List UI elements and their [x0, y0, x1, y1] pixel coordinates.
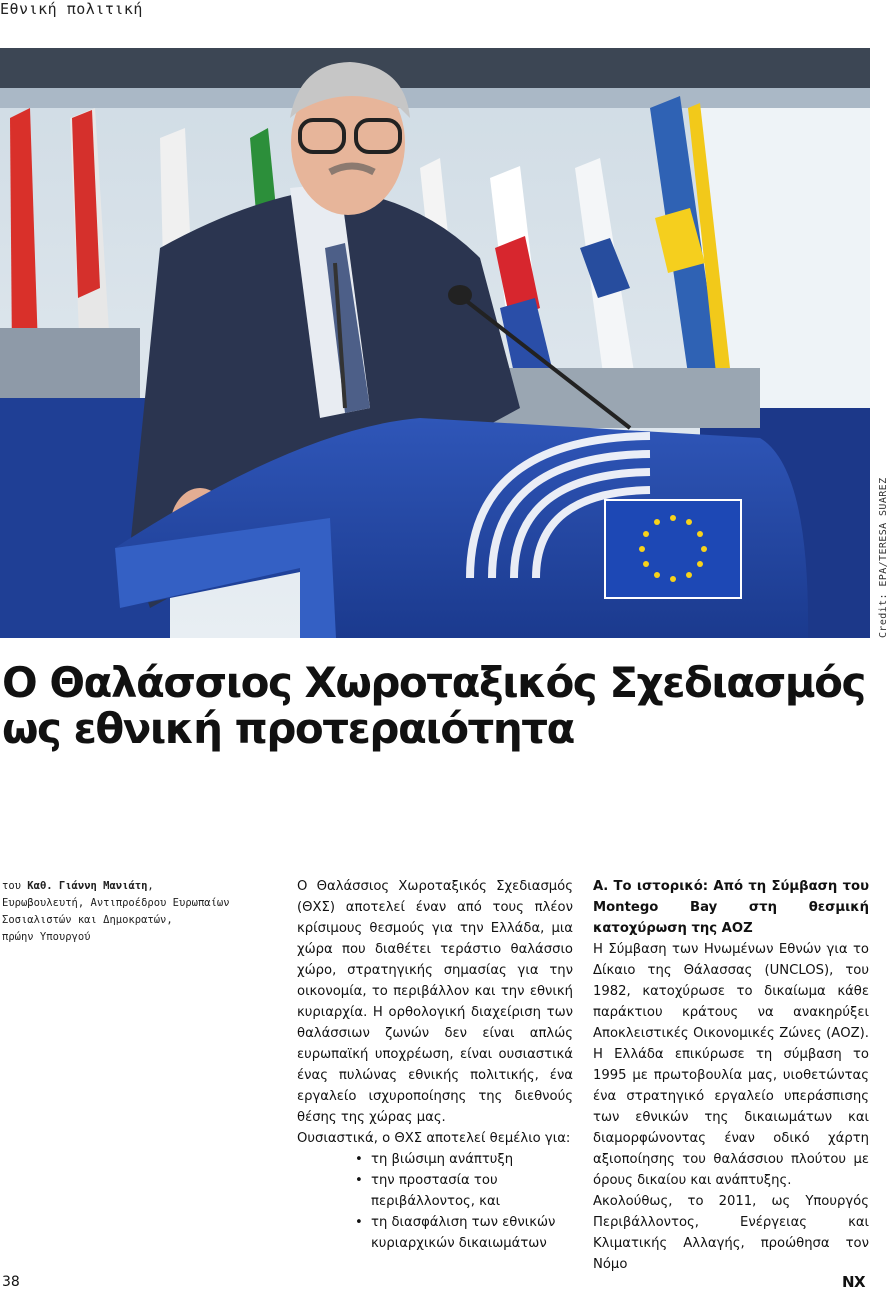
body-paragraph: Ουσιαστικά, ο ΘΧΣ αποτελεί θεμέλιο για:	[297, 1131, 571, 1146]
photo-credit: Credit: EPA/TERESA SUAREZ	[878, 477, 889, 638]
byline-role-3: πρώην Υπουργού	[2, 931, 91, 943]
body-paragraph: Ο Θαλάσσιος Χωροταξικός Σχεδιασμός (ΘΧΣ) αποτελεί έναν από τους πλέον κρίσιμους θεσμούς για την Ελλάδα, μια χώρα που διαθέτει τεράστιο θαλάσσιο χώρο, στρατηγικής σημασίας για την οικονομία, το περιβάλλον και την εθνική κυριαρχία. Η ορθολογική διαχείριση των θαλάσσιων ζωνών δεν είναι απλώς ευρωπαϊκή υποχρέωση, είναι ουσιαστικά ένας πυλώνας εθνικής πολιτικής, ένα εργαλείο ισχυροποίησης της διεθνούς θέσης της χώρας μας.	[297, 879, 573, 1125]
byline-author-line: του Καθ. Γιάννη Μανιάτη,	[2, 880, 154, 892]
list-item: • τη διασφάλιση των εθνικών κυριαρχικών δικαιωμάτων	[355, 1212, 573, 1254]
body-paragraph: Η Σύμβαση των Ηνωμένων Εθνών για το Δίκαιο της Θάλασσας (UNCLOS), του 1982, κατοχύρωσε το δικαίωμα κάθε παράκτιου κράτους να ανακηρύξει Αποκλειστικές Οικονομικές Ζώνες (ΑΟΖ). Η Ελλάδα επικύρωσε τη σύμβαση το 1995 με πρωτοβουλία μας, υιοθετώντας ένα στρατηγικό εργαλείο υπεράσπισης των εθνικών της δικαιωμάτων και διαμορφώνοντας έναν οδικό χάρτη αξιοποίησης του θαλάσσιου πλούτου με όρους δικαίου και ανάπτυξης.	[593, 942, 869, 1188]
page-number: 38	[2, 1274, 20, 1290]
byline-author: Καθ. Γιάννη Μανιάτη	[27, 880, 148, 892]
section-label: Εθνική πολιτική	[0, 0, 143, 18]
article-photo	[0, 48, 870, 638]
title-line-2: ως εθνική προτεραιότητα	[2, 704, 574, 753]
body-column-2	[593, 876, 869, 1275]
bullet-list	[297, 1149, 573, 1254]
title-line-1: Ο Θαλάσσιος Χωροταξικός Σχεδιασμός	[2, 658, 865, 707]
article-title	[2, 660, 882, 752]
byline-role-1: Ευρωβουλευτή, Αντιπροέδρου Ευρωπαίων	[2, 897, 230, 909]
byline	[2, 878, 262, 946]
byline-prefix: του	[2, 880, 21, 892]
list-item: • την προστασία του περιβάλλοντος, και	[355, 1170, 573, 1212]
magazine-logo: NX	[842, 1273, 866, 1291]
byline-role-2: Σοσιαλιστών και Δημοκρατών,	[2, 914, 173, 926]
photo-illustration	[0, 48, 870, 638]
list-item: • τη βιώσιμη ανάπτυξη	[355, 1149, 573, 1170]
body-column-1	[297, 876, 573, 1254]
body-paragraph: Ακολούθως, το 2011, ως Υπουργός Περιβάλλοντος, Ενέργειας και Κλιματικής Αλλαγής, προώθησα τον Νόμο	[593, 1194, 869, 1272]
section-heading: Α. Το ιστορικό: Από τη Σύμβαση του Montego Bay στη θεσμική κατοχύρωση της ΑΟΖ	[593, 879, 869, 936]
